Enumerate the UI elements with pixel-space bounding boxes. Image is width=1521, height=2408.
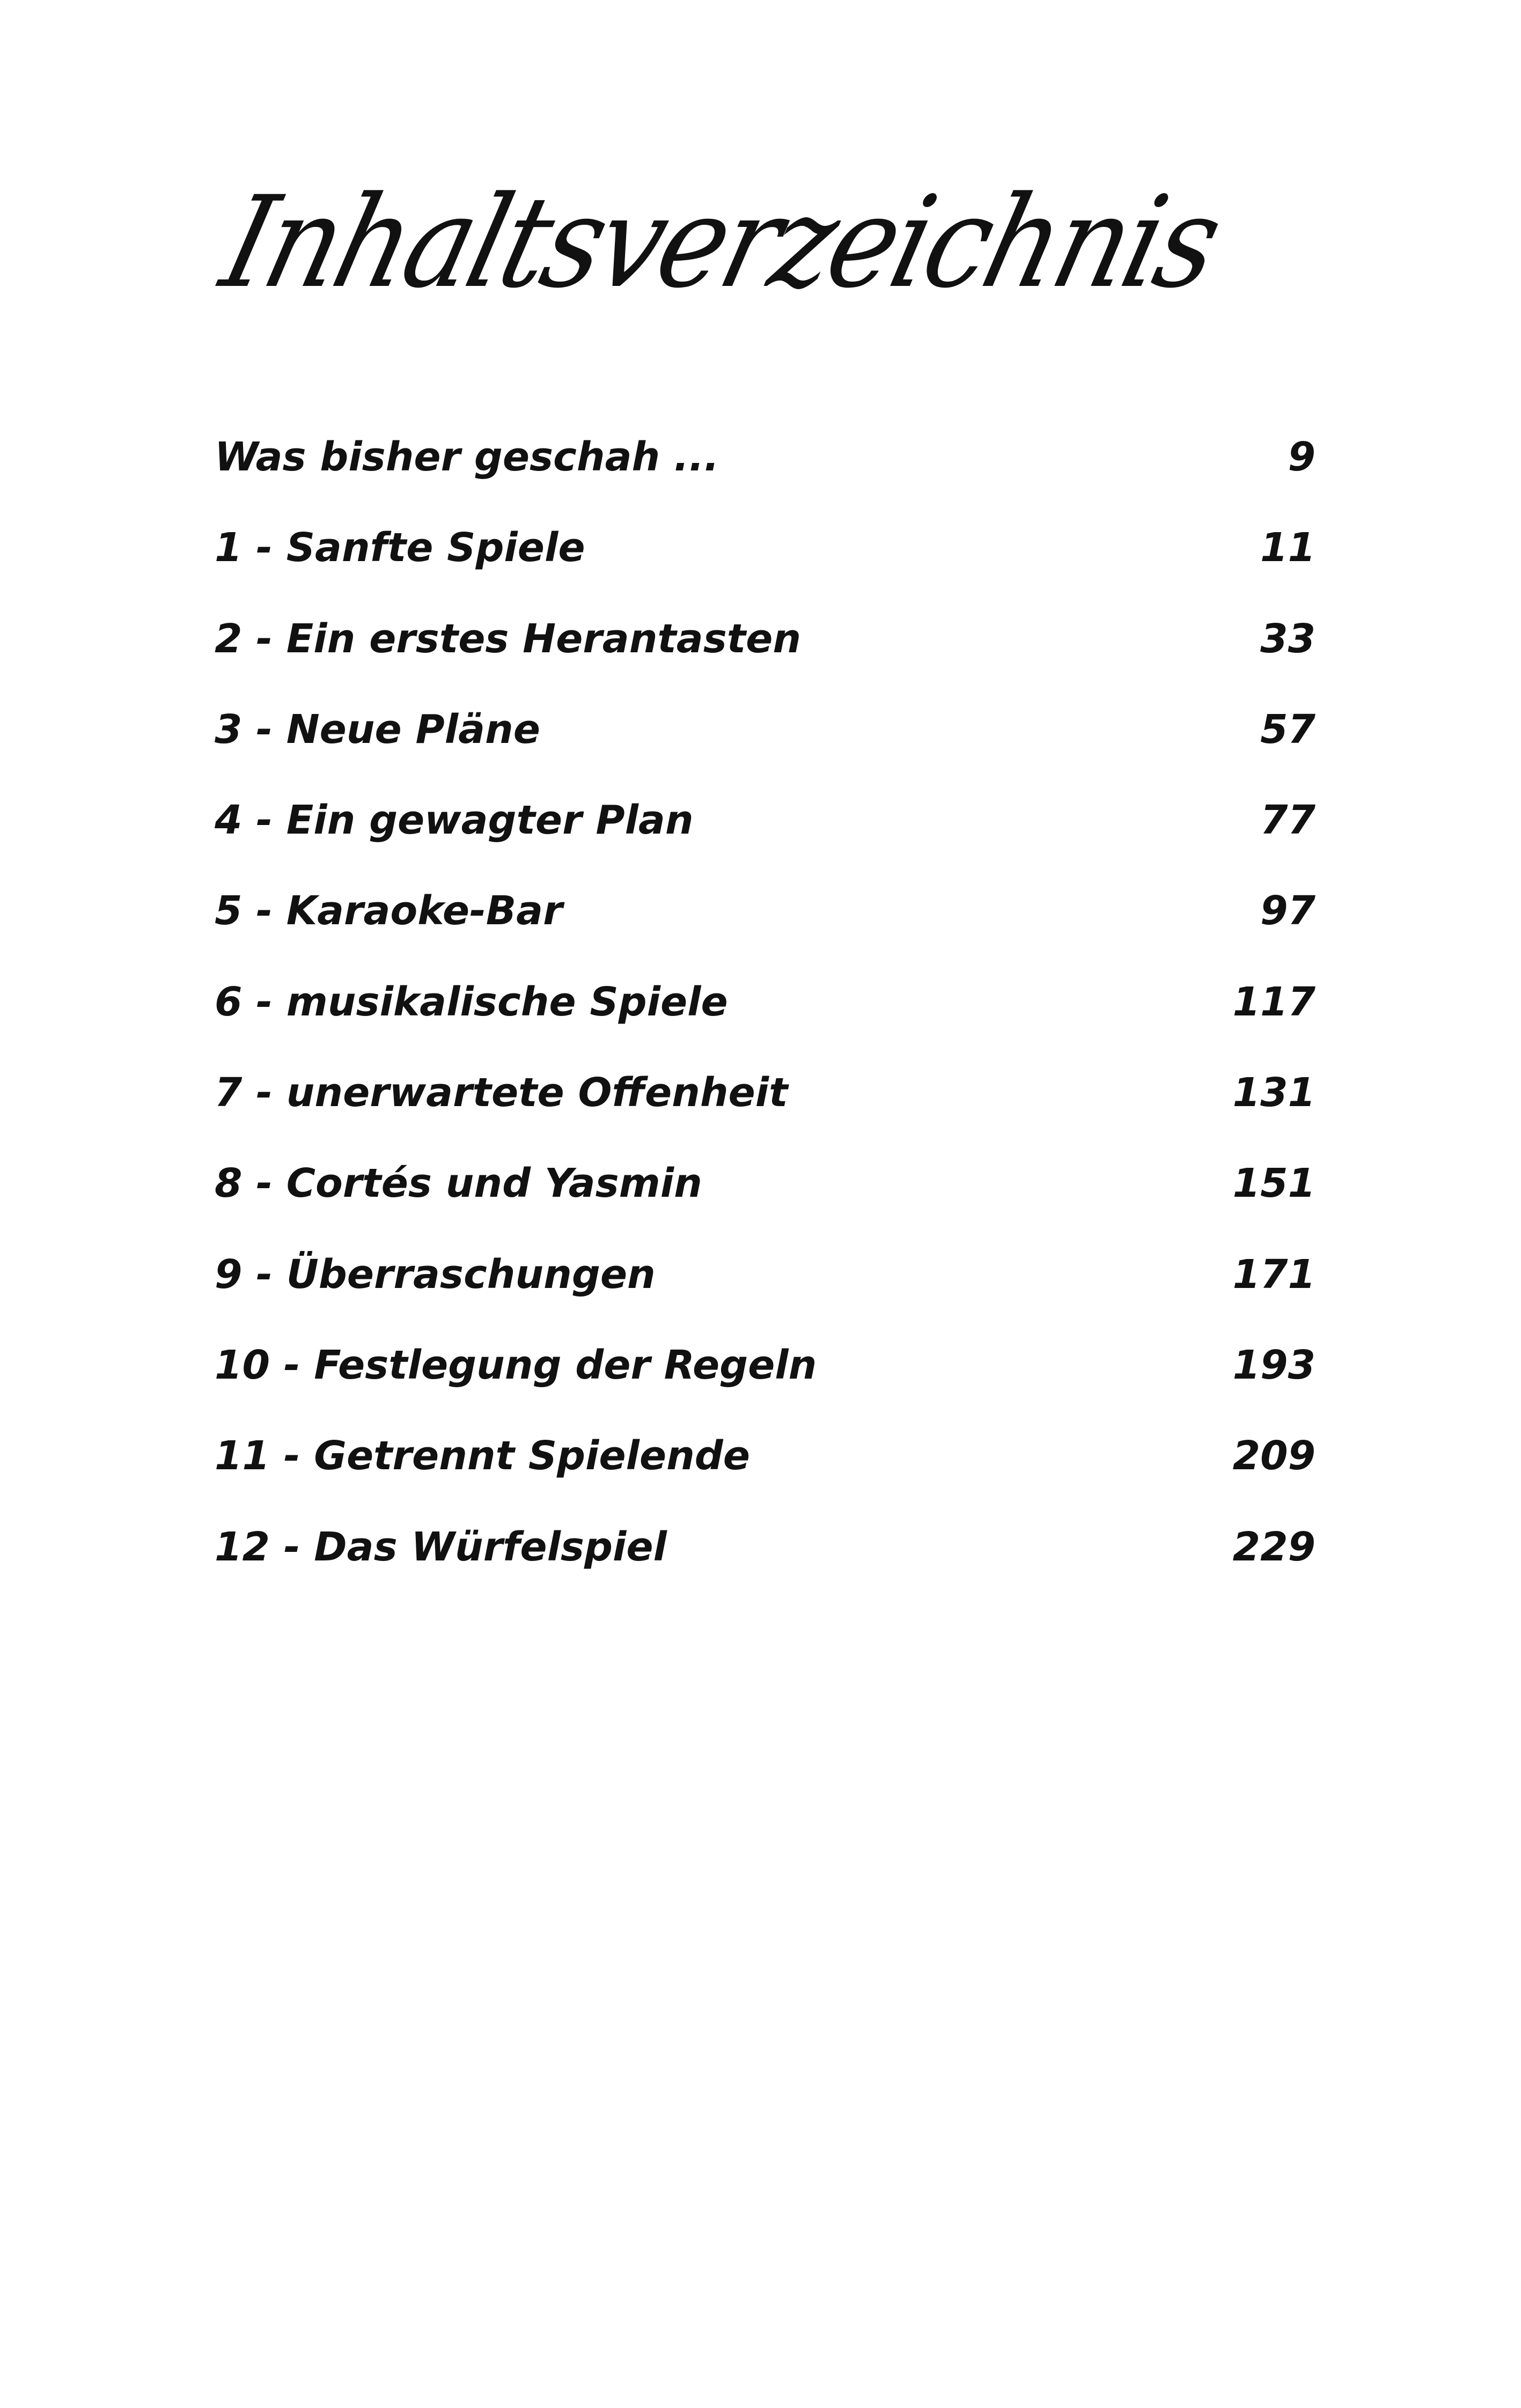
toc-entry [215,1411,1316,1501]
toc-entry [215,1320,1316,1411]
page-title: Inhaltsverzeichnis [209,168,1233,316]
toc-entry-title: 10 - Festlegung der Regeln [215,1342,817,1388]
toc-entry [215,866,1316,956]
toc-entry [215,1229,1316,1320]
toc-entry [215,594,1316,684]
toc-entry-page-number: 117 [1232,978,1316,1025]
toc-entry-page-number: 77 [1260,797,1316,844]
toc-entry-title: 11 - Getrennt Spielende [215,1433,750,1479]
toc-entry-page-number: 193 [1232,1342,1316,1388]
toc-entry-page-number: 97 [1260,888,1316,934]
toc-entry [215,957,1316,1048]
toc-entry [215,775,1316,866]
toc-entry-title: 7 - unerwartete Offenheit [215,1070,788,1116]
toc-entry [215,1502,1316,1593]
table-of-contents [215,412,1316,1593]
toc-entry [215,684,1316,775]
toc-entry-title: 2 - Ein erstes Herantasten [215,615,802,662]
toc-entry-page-number: 9 [1288,434,1316,480]
toc-entry-title: 5 - Karaoke-Bar [215,888,563,934]
toc-entry [215,412,1316,503]
toc-entry-title: 4 - Ein gewagter Plan [215,797,694,844]
toc-entry-title: Was bisher geschah ... [215,434,719,480]
toc-entry-title: 1 - Sanfte Spiele [215,525,585,571]
toc-entry-page-number: 171 [1232,1251,1316,1298]
toc-entry-title: 12 - Das Würfelspiel [215,1523,667,1570]
toc-entry [215,1048,1316,1138]
toc-entry-page-number: 209 [1232,1433,1316,1479]
toc-entry [215,1138,1316,1229]
toc-entry-page-number: 11 [1260,525,1316,571]
toc-entry-page-number: 33 [1260,615,1316,662]
toc-entry-title: 3 - Neue Pläne [215,706,540,753]
toc-entry-page-number: 57 [1260,706,1316,753]
toc-entry-title: 6 - musikalische Spiele [215,978,728,1025]
toc-entry-title: 9 - Überraschungen [215,1251,656,1298]
toc-entry-page-number: 131 [1232,1070,1316,1116]
toc-entry-title: 8 - Cortés und Yasmin [215,1160,702,1207]
toc-entry-page-number: 229 [1232,1523,1316,1570]
toc-entry-page-number: 151 [1232,1160,1316,1207]
toc-entry [215,503,1316,593]
